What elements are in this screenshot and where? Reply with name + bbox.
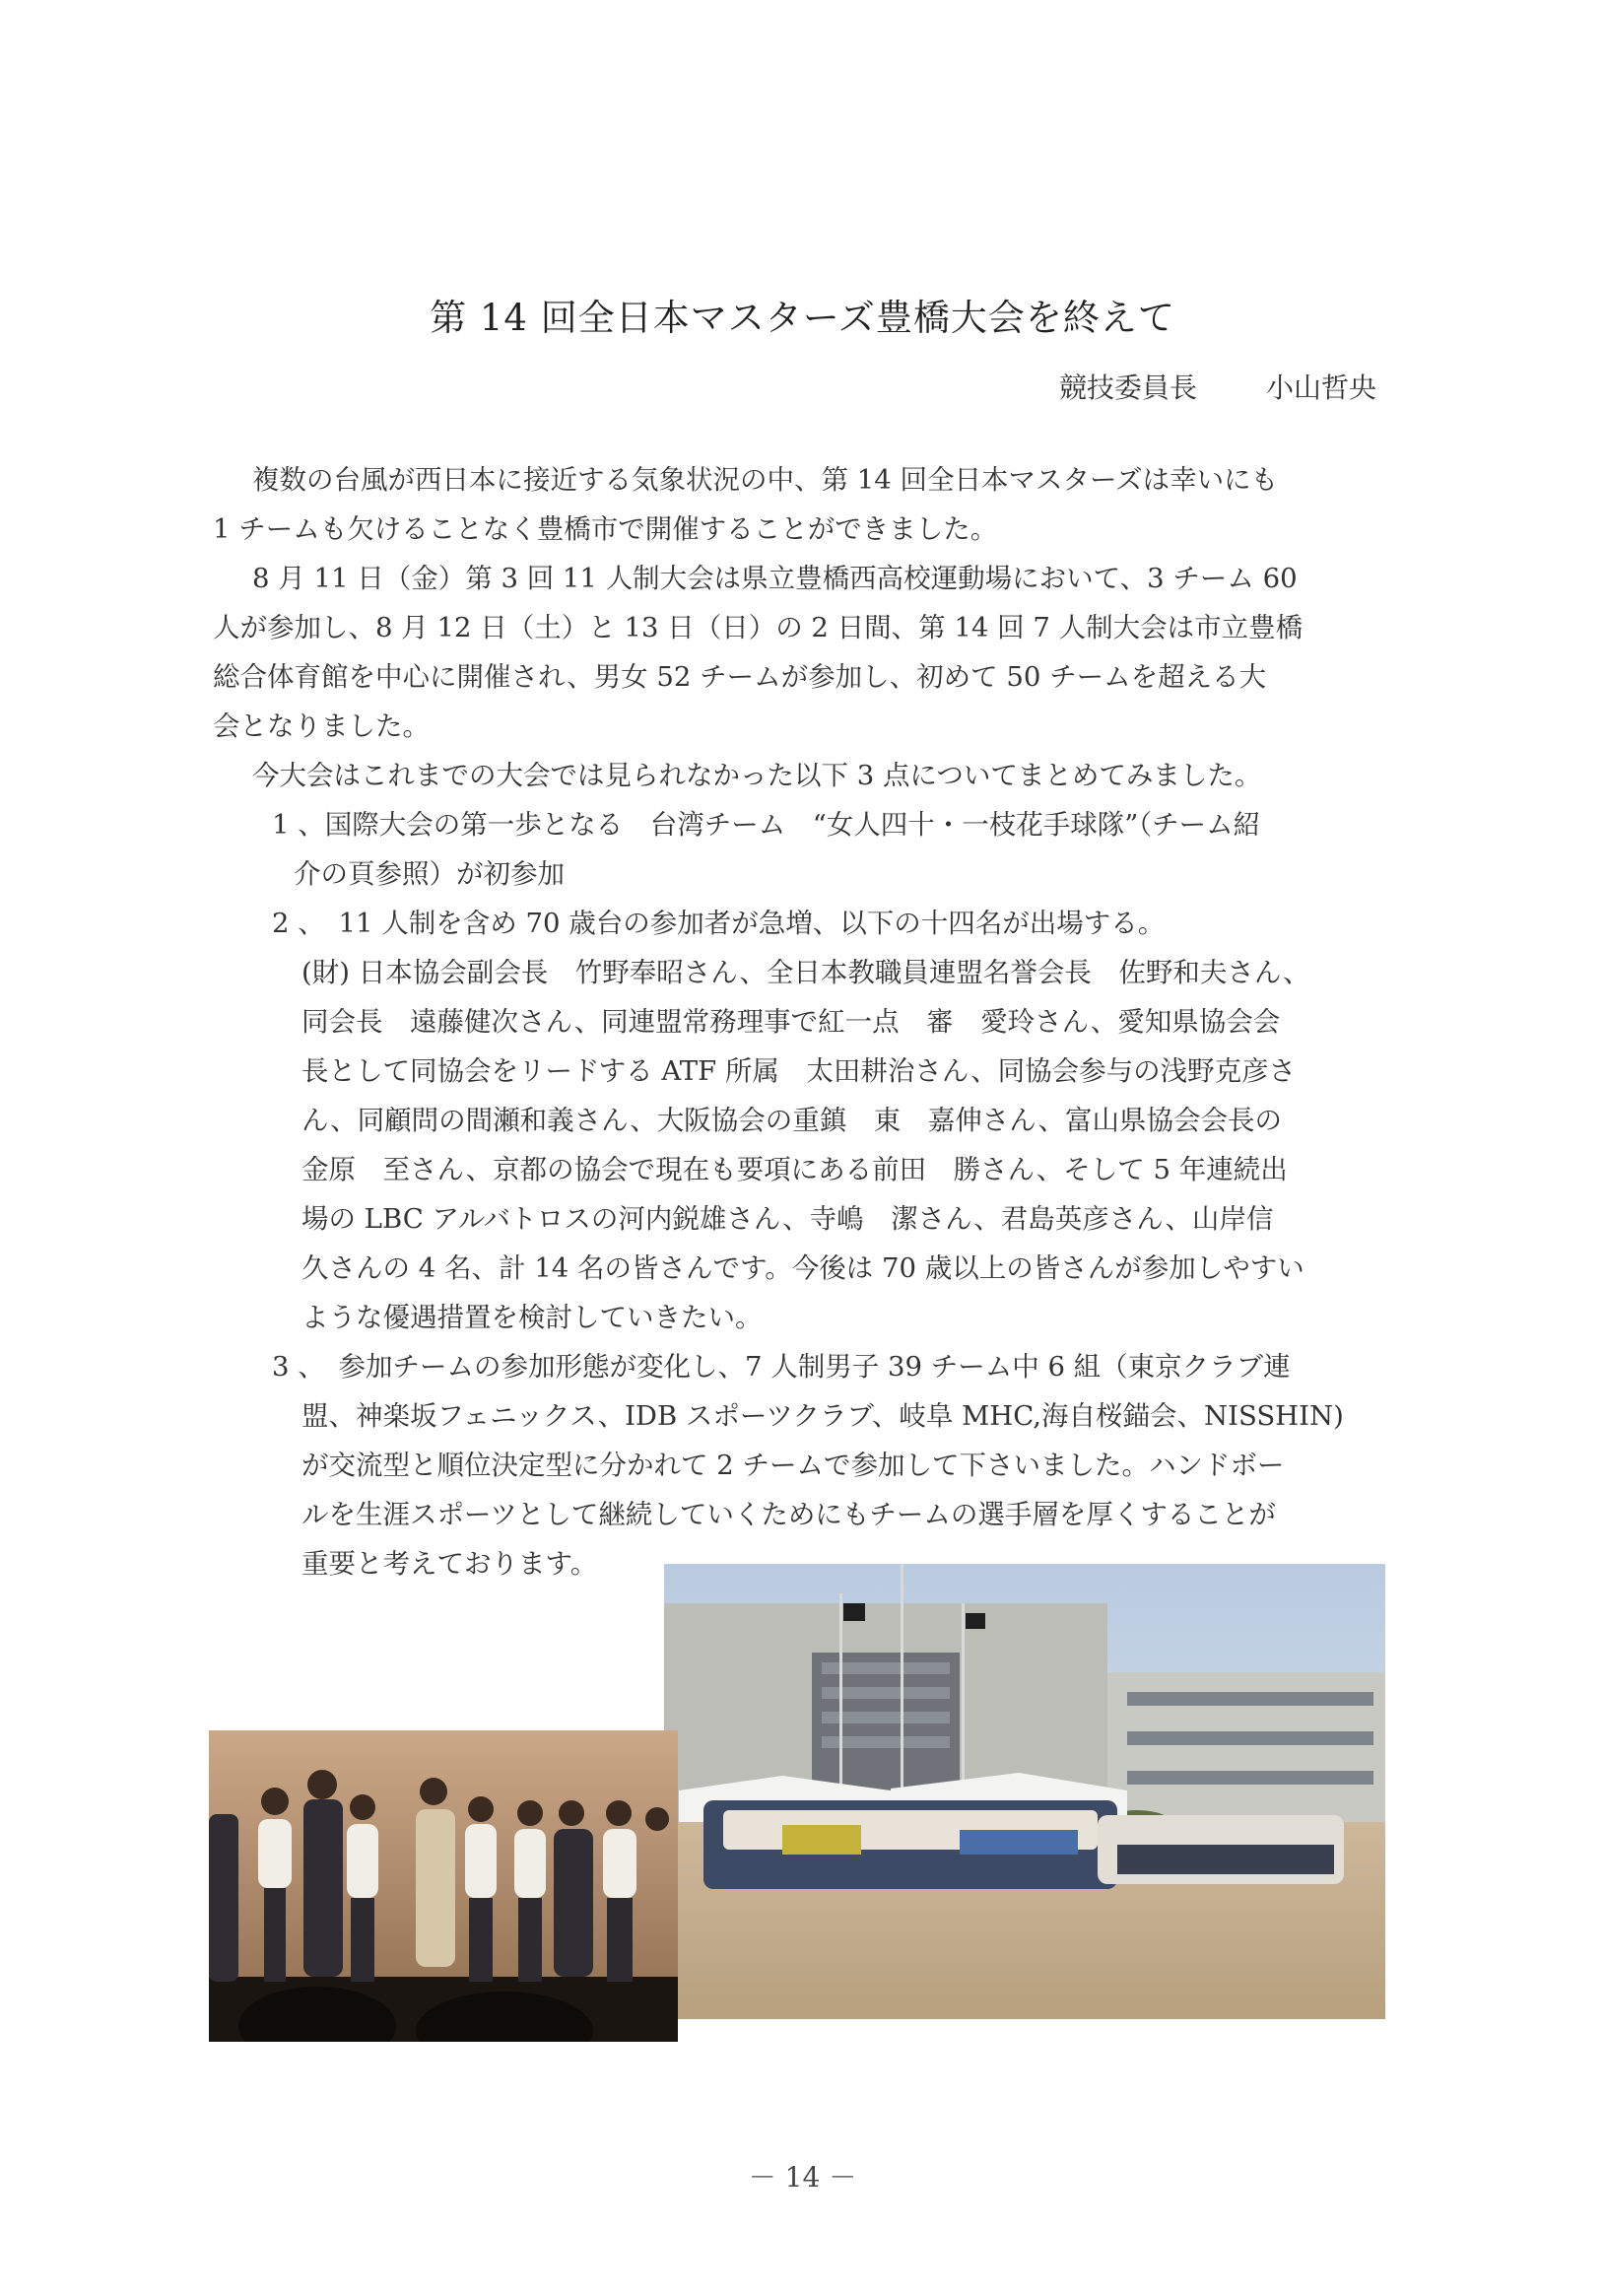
item-3-line-1: 3 、 参加チームの参加形態が変化し、7 人制男子 39 チーム中 6 組（東京クラブ連 bbox=[272, 1351, 1291, 1383]
paragraph-2-line-3: 総合体育館を中心に開催され、男女 52 チームが参加し、初めて 50 チームを超える大 bbox=[213, 661, 1267, 693]
page-number: － 14 － bbox=[748, 2161, 857, 2194]
paragraph-2-line-2: 人が参加し、8 月 12 日（土）と 13 日（日）の 2 日間、第 14 回 7 人制大会は市立豊橋 bbox=[213, 612, 1304, 643]
group-photo-school-image bbox=[664, 1564, 1385, 2019]
stage-photo-image bbox=[209, 1730, 678, 2042]
paragraph-1-line-1: 複数の台風が西日本に接近する気象状況の中、第 14 回全日本マスターズは幸いにも bbox=[252, 464, 1279, 496]
page-title: 第 14 回全日本マスターズ豊橋大会を終えて bbox=[430, 297, 1175, 339]
item-3-line-5: 重要と考えております。 bbox=[301, 1548, 598, 1580]
stage-photo bbox=[209, 1730, 678, 2042]
paragraph-1-line-2: 1 チームも欠けることなく豊橋市で開催することができました。 bbox=[213, 513, 998, 545]
item-2-heading: 2 、 11 人制を含め 70 歳台の参加者が急増、以下の十四名が出場する。 bbox=[272, 908, 1166, 939]
paragraph-3-line-1: 今大会はこれまでの大会では見られなかった以下 3 点についてまとめてみました。 bbox=[252, 760, 1262, 791]
author-name: 小山哲央 bbox=[1265, 371, 1376, 404]
item-3-line-4: ルを生涯スポーツとして継続していくためにもチームの選手層を厚くすることが bbox=[301, 1499, 1276, 1530]
group-photo-school bbox=[664, 1564, 1385, 2019]
item-1-line-1: 1 、国際大会の第一歩となる 台湾チーム “女人四十・一枝花手球隊”（チーム紹 bbox=[272, 809, 1261, 841]
item-2-line-4: ん、同顧問の間瀬和義さん、大阪協会の重鎮 東 嘉伸さん、富山県協会会長の bbox=[301, 1105, 1282, 1136]
item-2-line-3: 長として同協会をリードする ATF 所属 太田耕治さん、同協会参与の浅野克彦さ bbox=[301, 1055, 1297, 1087]
paragraph-2-line-4: 会となりました。 bbox=[213, 710, 430, 742]
item-3-line-3: が交流型と順位決定型に分かれて 2 チームで参加して下さいました。ハンドボー bbox=[301, 1450, 1285, 1481]
item-1-line-2: 介の頁参照）が初参加 bbox=[294, 858, 565, 890]
item-3-line-2: 盟、神楽坂フェニックス、IDB スポーツクラブ、岐阜 MHC,海自桜錨会、NISSHIN) bbox=[301, 1400, 1344, 1432]
paragraph-2-line-1: 8 月 11 日（金）第 3 回 11 人制大会は県立豊橋西高校運動場において、3 チーム 60 bbox=[252, 563, 1298, 594]
item-2-line-7: 久さんの 4 名、計 14 名の皆さんです。今後は 70 歳以上の皆さんが参加しやすい bbox=[301, 1252, 1304, 1284]
item-2-line-1: (財) 日本協会副会長 竹野奉昭さん、全日本教職員連盟名誉会長 佐野和夫さん、 bbox=[301, 957, 1310, 988]
author-role: 競技委員長 bbox=[1058, 371, 1197, 404]
article-body bbox=[213, 455, 1385, 1588]
item-2-line-5: 金原 至さん、京都の協会で現在も要項にある前田 勝さん、そして 5 年連続出 bbox=[301, 1154, 1288, 1185]
item-2-line-8: ような優遇措置を検討していきたい。 bbox=[301, 1302, 763, 1333]
item-2-line-2: 同会長 遠藤健次さん、同連盟常務理事で紅一点 審 愛玲さん、愛知県協会会 bbox=[301, 1006, 1281, 1038]
item-2-line-6: 場の LBC アルバトロスの河内鋭雄さん、寺嶋 潔さん、君島英彦さん、山岸信 bbox=[301, 1203, 1274, 1235]
author-line bbox=[1059, 367, 1376, 406]
